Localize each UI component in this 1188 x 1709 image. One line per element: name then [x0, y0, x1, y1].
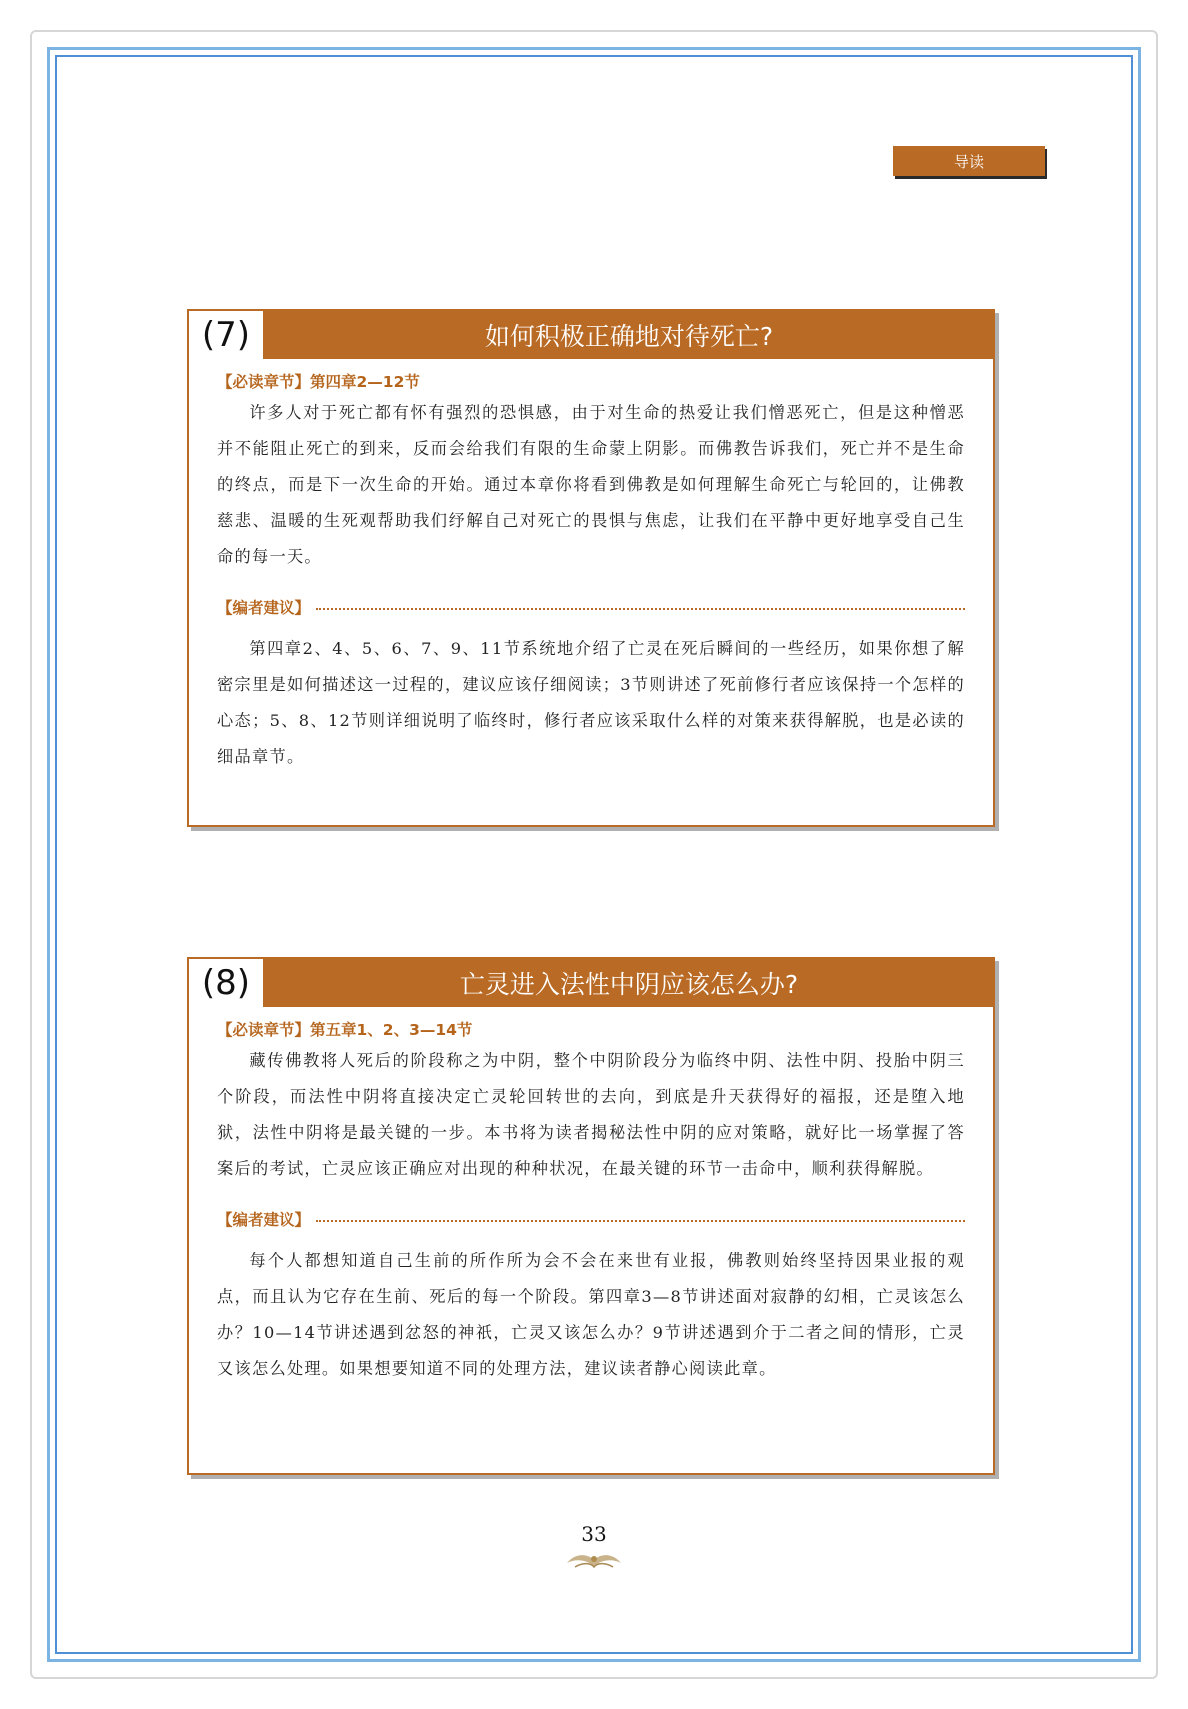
section-tag: 导读 — [893, 146, 1045, 176]
required-chapters-label-line — [217, 369, 965, 393]
section-number: (7) — [189, 311, 265, 359]
section-header — [189, 959, 993, 1007]
section-body — [189, 1007, 993, 1387]
editor-advice-label: 【编者建议】 — [217, 1211, 311, 1229]
section-box-8 — [187, 957, 995, 1475]
section-title: 亡灵进入法性中阴应该怎么办? — [459, 970, 799, 999]
section-number: (8) — [189, 959, 265, 1007]
editor-advice-label-line — [217, 595, 965, 619]
required-chapters-label: 【必读章节】第四章2—12节 — [217, 373, 420, 391]
editor-advice-label-line — [217, 1207, 965, 1231]
required-chapters-text: 藏传佛教将人死后的阶段称之为中阴，整个中阴阶段分为临终中阴、法性中阴、投胎中阴三个阶段，而法性中阴将直接决定亡灵轮回转世的去向，到底是升天获得好的福报，还是堕入地狱，法性中阴将是最关键的一步。本书将为读者揭秘法性中阴的应对策略，就好比一场掌握了答案后的考试，亡灵应该正确应对出现的种种状况，在最关键的环节一击命中，顺利获得解脱。 — [217, 1051, 965, 1178]
editor-advice-label: 【编者建议】 — [217, 599, 311, 617]
dotted-divider — [316, 608, 965, 610]
section-title: 如何积极正确地对待死亡? — [484, 322, 774, 351]
section-box-7 — [187, 309, 995, 827]
editor-advice-text: 第四章2、4、5、6、7、9、11节系统地介绍了亡灵在死后瞬间的一些经历，如果你想了解密宗里是如何描述这一过程的，建议应该仔细阅读；3节则讲述了死前修行者应该保持一个怎样的心态；5、8、12节则详细说明了临终时，修行者应该采取什么样的对策来获得解脱，也是必读的细品章节。 — [217, 639, 965, 766]
section-body — [189, 359, 993, 775]
dotted-divider — [316, 1220, 965, 1222]
editor-advice-text: 每个人都想知道自己生前的所作所为会不会在来世有业报，佛教则始终坚持因果业报的观点，而且认为它存在生前、死后的每一个阶段。第四章3—8节讲述面对寂静的幻相，亡灵该怎么办？10—14节讲述遇到忿怒的神祇，亡灵又该怎么办？9节讲述遇到介于二者之间的情形，亡灵又该怎么处理。如果想要知道不同的处理方法，建议读者静心阅读此章。 — [217, 1251, 965, 1378]
ornament-icon — [561, 1547, 627, 1573]
section-header — [189, 311, 993, 359]
page-number: 33 — [581, 1522, 607, 1546]
required-chapters-label: 【必读章节】第五章1、2、3—14节 — [217, 1021, 473, 1039]
required-chapters-text: 许多人对于死亡都有怀有强烈的恐惧感，由于对生命的热爱让我们憎恶死亡，但是这种憎恶并不能阻止死亡的到来，反而会给我们有限的生命蒙上阴影。而佛教告诉我们，死亡并不是生命的终点，而是下一次生命的开始。通过本章你将看到佛教是如何理解生命死亡与轮回的，让佛教慈悲、温暖的生死观帮助我们纾解自己对死亡的畏惧与焦虑，让我们在平静中更好地享受自己生命的每一天。 — [217, 403, 965, 566]
required-chapters-label-line — [217, 1017, 965, 1041]
